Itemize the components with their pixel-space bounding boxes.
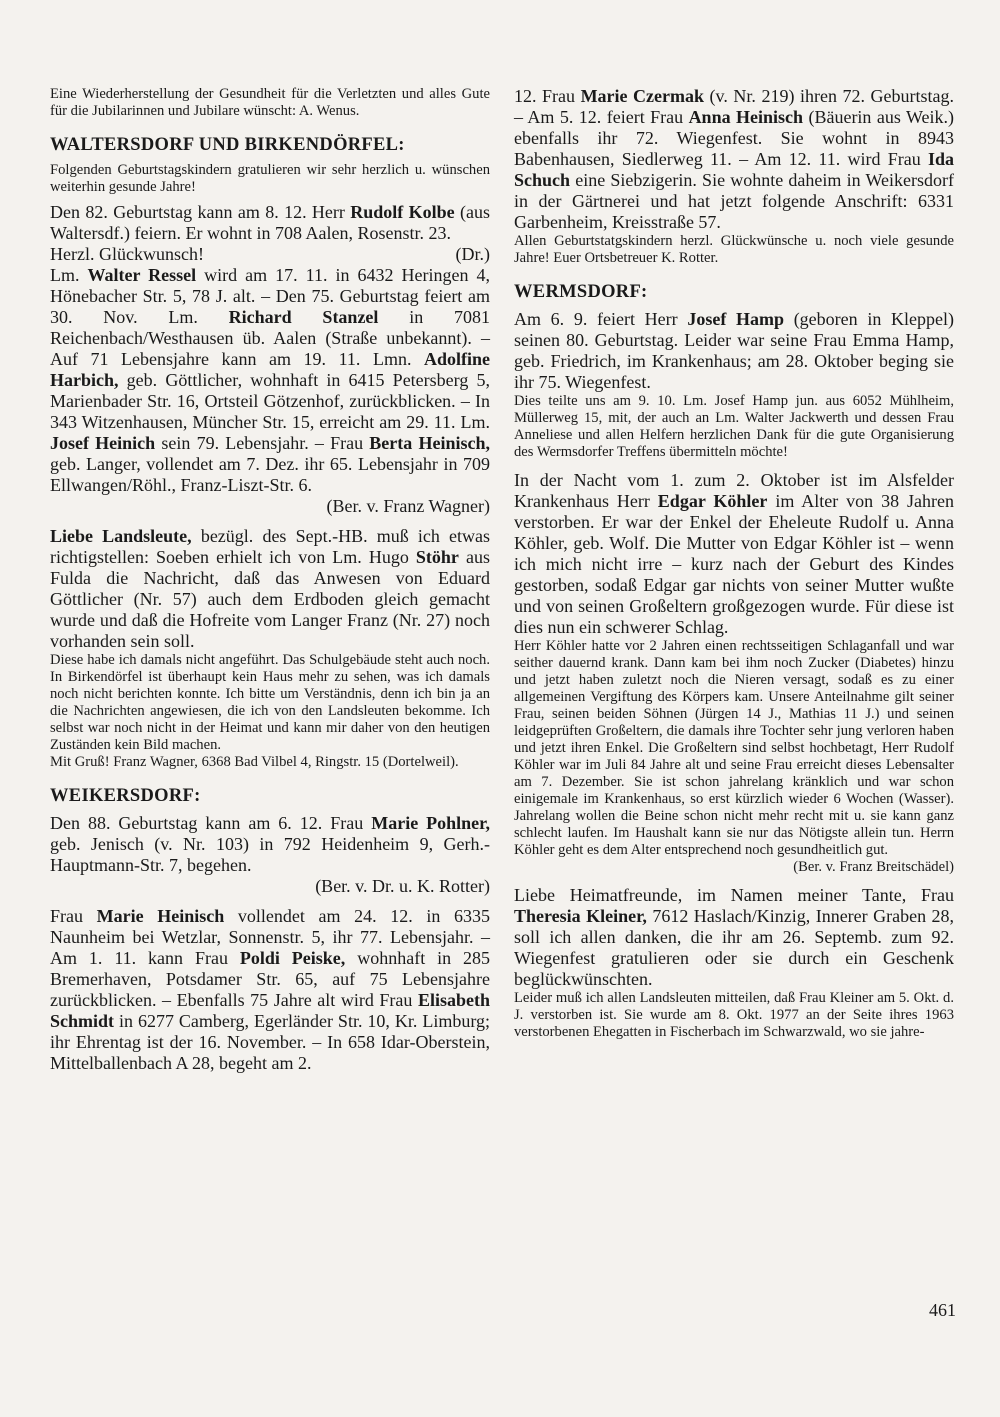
article-paragraph: Den 88. Geburtstag kann am 6. 12. Frau Marie Pohlner, geb. Jenisch (v. Nr. 103) in 792 Heidenheim 9, Gerh.-Hauptmann-Str. 7, begehen.: [50, 813, 491, 875]
article-paragraph-small: Diese habe ich damals nicht angeführt. Das Schulgebäude steht auch noch. In Birkendörfel ist überhaupt kein Haus mehr zu sehen, was ich damals noch nicht berichten konnte. Ich bitte um Verständnis, denn ich bin ja an die Nachrichten angewiesen, die ich von den Landsleuten bekomme. Ich selbst war noch nicht in der Heimat und kann mir daher von den heutigen Zuständen kein Bild machen.: [50, 652, 490, 753]
attribution: (Ber. v. Franz Breitschädel): [793, 859, 954, 875]
article-paragraph: In der Nacht vom 1. zum 2. Oktober ist im Alsfelder Krankenhaus Herr Edgar Köhler im Alter von 38 Jahren verstorben. Er war der Enkel der Eheleute Rudolf u. Anna Köhler, geb. Wolf. Die Mutter von Edgar Köhler ist – wenn ich mich nicht irre – kurz nach der Geburt des Kindes gestorben, sodaß Edgar gar nichts von seiner Mutter wußte und von seinen Großeltern großgezogen wurde. Für diese ist dies nun ein schwerer Schlag.: [514, 470, 954, 637]
attribution: (Dr.): [455, 244, 490, 264]
article-paragraph-small: Dies teilte uns am 9. 10. Lm. Josef Hamp jun. aus 6052 Mühlheim, Müllerweg 15, mit, der auch an Lm. Walter Jackwerth und dessen Frau Anneliese und allen Helfern herzlichen Dank für die gute Organisierung des Wermsdorfer Treffens übermitteln möchte!: [514, 393, 954, 460]
article-paragraph: Herzl. Glückwunsch! (Dr.): [50, 244, 490, 264]
attribution: (Ber. v. Franz Wagner): [326, 496, 490, 516]
article-paragraph: Lm. Walter Ressel wird am 17. 11. in 6432 Heringen 4, Hönebacher Str. 5, 78 J. alt. – Den 75. Geburtstag feiert am 30. Nov. Lm. Richard Stanzel in 7081 Reichenbach/Westhausen üb. Aalen (Straße unbekannt). – Auf 71 Lebensjahre kann am 19. 11. Lmn. Adolfine Harbich, geb. Göttlicher, wohnhaft in 6415 Petersberg 5, Marienbader Str. 16, Ortsteil Götzenhof, zurückblicken. – In 343 Witzenhausen, Müncher Str. 15, erreicht am 29. 11. Lm. Josef Heinich sein 79. Lebensjahr. – Frau Berta Heinisch, geb. Langer, vollendet am 7. Dez. ihr 65. Lebensjahr in 709 Ellwangen/Röhl., Franz-Liszt-Str. 6.: [50, 265, 490, 495]
article-paragraph: Am 6. 9. feiert Herr Josef Hamp (geboren in Kleppel) seinen 80. Geburtstag. Leider war seine Frau Emma Hamp, geb. Friedrich, im Krankenhaus; am 28. Oktober beging sie ihr 75. Wiegenfest.: [514, 309, 954, 392]
section-heading-weikersdorf: WEIKERSDORF:: [50, 786, 201, 806]
article-paragraph-small: Allen Geburtstatgskindern herzl. Glückwünsche u. noch viele gesunde Jahre! Euer Ortsbetreuer K. Rotter.: [514, 233, 954, 266]
article-paragraph-small: Herr Köhler hatte vor 2 Jahren einen rechtsseitigen Schlaganfall und war seither dauernd krank. Dann kam bei ihm noch Zucker (Diabetes) hinzu und jetzt haben zuletzt noch die Nieren versagt, sodaß es zu einer allgemeinen Vergiftung des Körpers kam. Unsere Anteilnahme gilt seiner Frau, seinen beiden Söhnen (Jürgen 14 J., Mathias 11 J.) und seinen leidgeprüften Großeltern, die damals ihre Tochter sehr jung verloren haben und jetzt ihren Enkel. Die Großeltern sind selbst hochbetagt, Herr Rudolf Köhler war im Juli 84 Jahre alt und seine Frau erreicht dieses Lebensalter am 7. Dezember. Sie ist schon jahrelang kränklich und war schon einigemale im Krankenhaus, so erst kürzlich wieder 6 Wochen (Wasser). Jahrelang wollen die Beine schon nicht mehr recht mit u. sie kann ganz schlecht laufen. Im Haushalt kann sie nur das Nötigste allein tun. Herrn Köhler geht es dem Alter entsprechend noch gesundheitlich gut. (Ber. v. Franz Breitschädel): [514, 638, 954, 875]
attribution: (Ber. v. Dr. u. K. Rotter): [315, 876, 490, 896]
intro-text: Eine Wiederherstellung der Gesundheit für die Verletzten und alles Gute für die Jubilarinnen und Jubilare wünscht: A. Wenus.: [50, 86, 490, 119]
signature-text: Mit Gruß! Franz Wagner, 6368 Bad Vilbel 4, Ringstr. 15 (Dortelweil).: [50, 754, 459, 770]
article-paragraph: Liebe Heimatfreunde, im Namen meiner Tante, Frau Theresia Kleiner, 7612 Haslach/Kinzig, Innerer Graben 28, soll ich allen danken, die ihr am 26. Septemb. zum 92. Wiegenfest gratulieren oder sie durch ein Geschenk beglückwünschten.: [514, 885, 954, 989]
greeting-text: Folgenden Geburtstagskindern gratulieren wir sehr herzlich u. wünschen weiterhin gesunde Jahre!: [50, 162, 490, 195]
left-column: [50, 86, 490, 1074]
article-paragraph: Frau Marie Heinisch vollendet am 24. 12. in 6335 Naunheim bei Wetzlar, Sonnenstr. 5, ihr 77. Lebensjahr. – Am 1. 11. kann Frau Poldi Peiske, wohnhaft in 285 Bremerhaven, Potsdamer Str. 65, auf 75 Lebensjahre zurückblicken. – Ebenfalls 75 Jahre alt wird Frau Elisabeth Schmidt in 6277 Camberg, Egerländer Str. 10, Kr. Limburg; ihr Ehrentag ist der 16. November. – In 658 Idar-Oberstein, Mittelballenbach A 28, begeht am 2.: [50, 906, 491, 1073]
article-paragraph: 12. Frau Marie Czermak (v. Nr. 219) ihren 72. Geburtstag. – Am 5. 12. feiert Frau Anna Heinisch (Bäuerin aus Weik.) ebenfalls ihr 72. Wiegenfest. Sie wohnt in 8943 Babenhausen, Siedlerweg 11. – Am 12. 11. wird Frau Ida Schuch eine Siebzigerin. Sie wohnte daheim in Weikersdorf in der Gärtnerei und hat jetzt folgende Anschrift: 6331 Garbenheim, Kreisstraße 57.: [514, 86, 954, 232]
right-column: [514, 86, 954, 1041]
section-heading-wermsdorf: WERMSDORF:: [514, 282, 648, 302]
page-number: 461: [929, 1300, 956, 1320]
section-heading-waltersdorf: WALTERSDORF UND BIRKENDÖRFEL:: [50, 135, 405, 155]
article-paragraph: Liebe Landsleute, bezügl. des Sept.-HB. muß ich etwas richtigstellen: Soeben erhielt ich von Lm. Hugo Stöhr aus Fulda die Nachricht, daß das Anwesen von Eduard Göttlicher (Nr. 57) auch dem Erdboden gleich gemacht wurde und daß die Hofreite vom Langer Franz (Nr. 27) noch vorhanden sein soll.: [50, 526, 491, 651]
article-paragraph-small: Leider muß ich allen Landsleuten mitteilen, daß Frau Kleiner am 5. Okt. d. J. verstorben ist. Sie wurde am 8. Okt. 1977 an der Seite ihres 1963 verstorbenen Ehegatten in Fischerbach im Schwarzwald, wo sie jahre-: [514, 990, 954, 1040]
article-paragraph: Den 82. Geburtstag kann am 8. 12. Herr Rudolf Kolbe (aus Waltersdf.) feiern. Er wohnt in 708 Aalen, Rosenstr. 23.: [50, 202, 490, 243]
